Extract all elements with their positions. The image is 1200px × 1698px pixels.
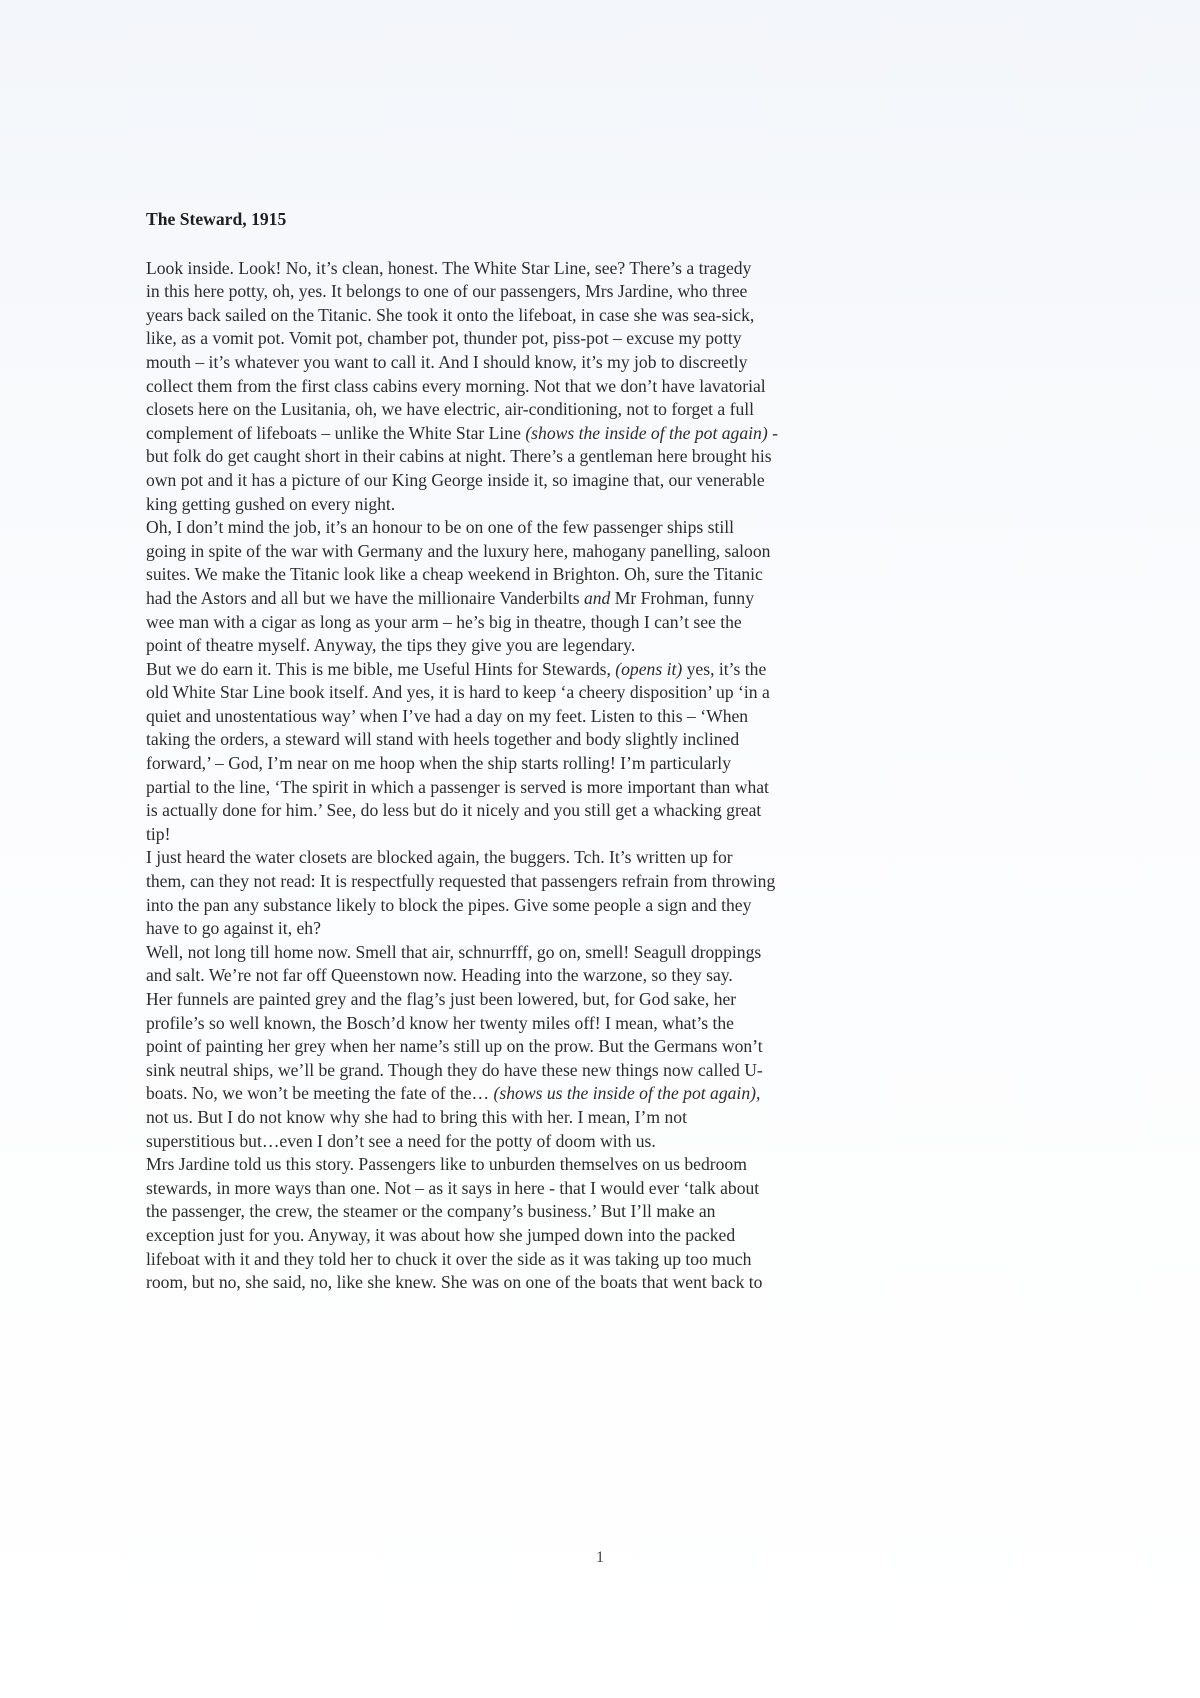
line-text: stewards, in more ways than one. Not – as it says in here - that I would ever ‘talk about: [146, 1177, 760, 1198]
line-text: I just heard the water closets are blocked again, the buggers. Tch. It’s written up for: [146, 847, 733, 868]
text-line: [146, 988, 1006, 1012]
line-text: Mr Frohman, funny: [610, 587, 755, 608]
line-text: wee man with a cigar as long as your arm – he’s big in theatre, though I can’t see the: [146, 611, 742, 632]
text-line: [146, 493, 1006, 517]
line-text: mouth – it’s whatever you want to call it. And I should know, it’s my job to discreetly: [146, 351, 748, 372]
line-text: complement of lifeboats – unlike the White Star Line: [146, 422, 526, 443]
text-line: [146, 327, 1006, 351]
text-line: [146, 752, 1006, 776]
text-line: [146, 964, 1006, 988]
paragraph: [146, 1153, 1006, 1295]
line-text: old White Star Line book itself. And yes, it is hard to keep ‘a cheery disposition’ up ‘in a: [146, 682, 770, 703]
text-line: [146, 516, 1006, 540]
stage-direction: (shows the inside of the pot again): [525, 422, 768, 443]
paragraph-list: [146, 257, 1006, 1295]
page-number: 1: [596, 1549, 604, 1566]
line-text: going in spite of the war with Germany and the luxury here, mahogany panelling, saloon: [146, 540, 771, 561]
document-title: The Steward, 1915: [146, 209, 287, 229]
text-line: [146, 1106, 1006, 1130]
paragraph: [146, 846, 1006, 940]
text-line: [146, 375, 1006, 399]
line-text: closets here on the Lusitania, oh, we have electric, air-conditioning, not to forget a full: [146, 399, 755, 420]
line-text: taking the orders, a steward will stand with heels together and body slightly inclined: [146, 729, 740, 750]
line-text: Well, not long till home now. Smell that air, schnurrfff, go on, smell! Seagull droppings: [146, 941, 762, 962]
line-text: tip!: [146, 823, 171, 844]
line-text: in this here potty, oh, yes. It belongs to one of our passengers, Mrs Jardine, who three: [146, 281, 748, 302]
text-line: [146, 304, 1006, 328]
stage-direction: (shows us the inside of the pot again),: [493, 1083, 761, 1104]
text-line: [146, 634, 1006, 658]
line-text: the passenger, the crew, the steamer or the company’s business.’ But I’ll make an: [146, 1201, 716, 1222]
text-line: [146, 823, 1006, 847]
line-text: Her funnels are painted grey and the flag’s just been lowered, but, for God sake, her: [146, 989, 737, 1009]
line-text: profile’s so well known, the Bosch’d know her twenty miles off! I mean, what’s the: [146, 1012, 734, 1033]
text-line: [146, 1130, 1006, 1154]
text-line: [146, 1200, 1006, 1224]
text-line: [146, 422, 1006, 446]
text-line: [146, 1224, 1006, 1248]
line-text: -: [767, 422, 778, 443]
line-text: room, but no, she said, no, like she knew. She was on one of the boats that went back to: [146, 1272, 763, 1293]
line-text: suites. We make the Titanic look like a cheap weekend in Brighton. Oh, sure the Titanic: [146, 564, 763, 585]
line-text: superstitious but…even I don’t see a need for the potty of doom with us.: [146, 1130, 656, 1151]
line-text: quiet and unostentatious way’ when I’ve had a day on my feet. Listen to this – ‘When: [146, 705, 749, 726]
stage-direction: and: [583, 587, 611, 608]
line-text: lifeboat with it and they told her to chuck it over the side as it was taking up too much: [146, 1248, 752, 1269]
text-line: [146, 1248, 1006, 1272]
paragraph: [146, 941, 1006, 1153]
text-line: [146, 1271, 1006, 1295]
text-line: [146, 1177, 1006, 1201]
text-line: [146, 1082, 1006, 1106]
text-line: [146, 776, 1006, 800]
text-line: [146, 1059, 1006, 1083]
text-line: [146, 846, 1006, 870]
line-text: Oh, I don’t mind the job, it’s an honour to be on one of the few passenger ships still: [146, 517, 735, 538]
paragraph: [146, 257, 1006, 517]
line-text: but folk do get caught short in their cabins at night. There’s a gentleman here brought his: [146, 446, 772, 467]
text-line: [146, 587, 1006, 611]
paragraph: [146, 516, 1006, 658]
text-line: [146, 705, 1006, 729]
text-line: [146, 257, 1006, 281]
line-text: forward,’ – God, I’m near on me hoop when the ship starts rolling! I’m particularly: [146, 753, 731, 774]
text-line: [146, 1035, 1006, 1059]
text-line: [146, 870, 1006, 894]
text-line: [146, 280, 1006, 304]
text-line: [146, 398, 1006, 422]
text-line: [146, 728, 1006, 752]
line-text: But we do earn it. This is me bible, me Useful Hints for Stewards,: [146, 658, 616, 679]
text-line: [146, 351, 1006, 375]
text-line: [146, 540, 1006, 564]
line-text: own pot and it has a picture of our King George inside it, so imagine that, our venerable: [146, 469, 765, 490]
line-text: partial to the line, ‘The spirit in which a passenger is served is more important than what: [146, 776, 769, 797]
text-line: [146, 563, 1006, 587]
text-line: [146, 799, 1006, 823]
document-body: [146, 208, 1006, 1295]
line-text: Mrs Jardine told us this story. Passengers like to unburden themselves on us bedroom: [146, 1154, 747, 1175]
text-line: [146, 469, 1006, 493]
line-text: years back sailed on the Titanic. She took it onto the lifeboat, in case she was sea-sick,: [146, 304, 755, 325]
line-text: and salt. We’re not far off Queenstown now. Heading into the warzone, so they say.: [146, 965, 733, 986]
text-line: [146, 445, 1006, 469]
line-text: not us. But I do not know why she had to bring this with her. I mean, I’m not: [146, 1106, 687, 1127]
line-text: have to go against it, eh?: [146, 918, 321, 939]
text-line: [146, 941, 1006, 965]
text-line: [146, 681, 1006, 705]
line-text: sink neutral ships, we’ll be grand. Though they do have these new things now called U-: [146, 1059, 763, 1080]
text-line: [146, 917, 1006, 941]
line-text: is actually done for him.’ See, do less but do it nicely and you still get a whacking great: [146, 800, 762, 821]
line-text: exception just for you. Anyway, it was about how she jumped down into the packed: [146, 1224, 736, 1245]
text-line: [146, 611, 1006, 635]
line-text: into the pan any substance likely to block the pipes. Give some people a sign and they: [146, 894, 752, 915]
text-line: [146, 1153, 1006, 1177]
line-text: boats. No, we won’t be meeting the fate of the…: [146, 1083, 494, 1104]
text-line: [146, 894, 1006, 918]
paragraph: [146, 658, 1006, 847]
line-text: yes, it’s the: [682, 658, 767, 679]
text-line: [146, 1012, 1006, 1036]
line-text: collect them from the first class cabins every morning. Not that we don’t have lavatorial: [146, 375, 766, 396]
line-text: point of painting her grey when her name’s still up on the prow. But the Germans won’t: [146, 1036, 763, 1057]
text-line: [146, 658, 1006, 682]
line-text: like, as a vomit pot. Vomit pot, chamber pot, thunder pot, piss-pot – excuse my potty: [146, 328, 742, 349]
line-text: king getting gushed on every night.: [146, 493, 396, 514]
line-text: point of theatre myself. Anyway, the tips they give you are legendary.: [146, 635, 636, 656]
line-text: Look inside. Look! No, it’s clean, honest. The White Star Line, see? There’s a tragedy: [146, 257, 752, 278]
line-text: them, can they not read: It is respectfully requested that passengers refrain from throwing: [146, 871, 776, 892]
line-text: had the Astors and all but we have the millionaire Vanderbilts: [146, 587, 584, 608]
stage-direction: (opens it): [615, 658, 683, 679]
